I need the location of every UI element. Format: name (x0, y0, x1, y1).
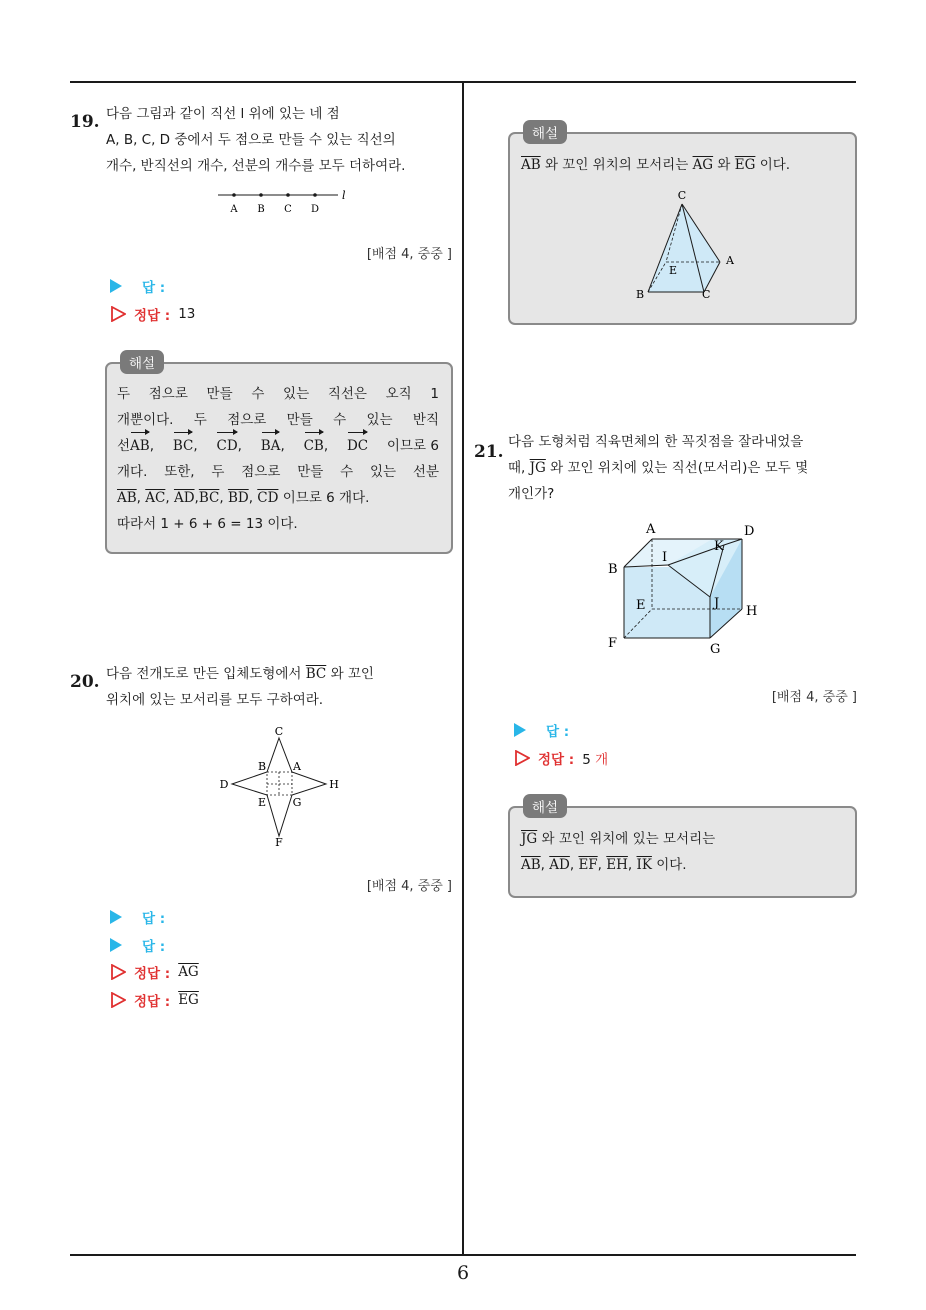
q19-correct-row (110, 304, 195, 324)
q20-score-meta: [배점 4, 중중 ] (366, 879, 452, 894)
segment-ab: $\overline{AB}$ (117, 490, 137, 506)
q20-correct-row-2 (110, 990, 199, 1010)
q20-pyr-label-e: E (669, 264, 678, 277)
q20-correct-value-1: $\overline{AG}$ (178, 964, 199, 980)
play-outline-icon (514, 750, 530, 766)
q21-sol-line-2: $\overline{AB}$, $\overline{AD}$, $\overline{EF}$, $\overline{EH}$, $\overline{IK}$ 이다. (521, 857, 687, 873)
q20-sol-mid-2: 와 (717, 157, 731, 173)
answer-label: 답 : (142, 939, 166, 955)
segment-bc: $\overline{BC}$ (198, 490, 220, 506)
play-outline-icon (110, 992, 126, 1008)
answer-label: 답 : (546, 724, 570, 740)
q19-sol-line5-suffix: 이므로 6 개다. (282, 490, 370, 506)
q20-segment-bc: $\overline{BC}$ (305, 666, 327, 682)
q21-label-a: A (646, 522, 656, 537)
correct-label: 정답 : (538, 752, 575, 768)
q21-label-k: K (714, 539, 724, 554)
q19-solution-tag: 해설 (120, 350, 164, 374)
q20-sol-mid-1: 와 꼬인 위치의 모서리는 (544, 157, 689, 173)
q19-text-line-1: 다음 그림과 같이 직선 l 위에 있는 네 점 (106, 106, 340, 122)
q21-segment-jg: $\overline{JG}$ (529, 460, 546, 476)
q21-label-i: I (662, 550, 668, 565)
q20-answer-row-2 (110, 935, 165, 955)
q19-sol-line-5: $\overline{AB}$, $\overline{AC}$, $\overline{AD},\overline{BC}$, $\overline{BD}$, $\overline{CD}$ 이므로 6 개다. (117, 490, 370, 506)
correct-label: 정답 : (134, 966, 171, 982)
play-icon (110, 938, 122, 952)
ray-dc: DC (347, 433, 368, 459)
q20-pyr-label-c2: C (702, 288, 711, 301)
q21-sol-seg-ik: $\overline{IK}$ (636, 857, 652, 873)
q20-label-h: H (329, 778, 339, 791)
q20-pyr-label-c: C (677, 189, 687, 202)
q20-text-line-2: 위치에 있는 모서리를 모두 구하여라. (106, 692, 324, 708)
play-icon (514, 723, 526, 737)
q21-text-line-2 (508, 455, 858, 481)
q20-label-f: F (275, 836, 283, 849)
q19-sol-line-2: 개뿐이다. 두 점으로 만들 수 있는 반직 (117, 412, 439, 428)
q21-score-meta: [배점 4, 중중 ] (771, 690, 857, 705)
q20-pyr-label-a: A (726, 254, 734, 267)
segment-bd: $\overline{BD}$ (227, 490, 249, 506)
q20-answer-row-1 (110, 907, 165, 927)
segment-cd: $\overline{CD}$ (257, 490, 279, 506)
q19-solution-text (117, 381, 439, 537)
q21-label-f: F (608, 636, 618, 651)
q19-sol-line3-prefix: 선 (117, 438, 131, 454)
q19-number: 19. (70, 112, 100, 132)
q21-label-h: H (746, 604, 758, 619)
q20-pyramid-figure (628, 186, 740, 302)
q21-label-g: G (710, 642, 721, 657)
q21-number: 21. (474, 442, 504, 462)
answer-label: 답 : (142, 280, 166, 296)
q21-text-suffix: 와 꼬인 위치에 있는 직선(모서리)은 모두 몇 (550, 460, 809, 476)
q19-answer-row (110, 276, 165, 296)
q20-label-d: D (219, 778, 229, 791)
q20-correct-row-1 (110, 962, 199, 982)
q20-net-figure (212, 722, 347, 850)
q19-sol-line-6: 따라서 1 + 6 + 6 = 13 이다. (117, 516, 298, 532)
q21-answer-row (514, 720, 569, 740)
q21-label-j: J (714, 596, 720, 611)
q20-text-suffix: 와 꼬인 (330, 666, 374, 682)
q21-correct-row (514, 748, 608, 768)
page-number: 6 (456, 1262, 470, 1284)
q19-sol-line-4: 개다. 또한, 두 점으로 만들 수 있는 선분 (117, 464, 439, 480)
q19-line-label: l (342, 189, 346, 202)
q19-sol-line-3: 선AB, BC, CD, BA, CB, DC 이므로 6 (117, 433, 439, 459)
answer-label: 답 : (142, 911, 166, 927)
q20-label-g: G (292, 796, 302, 809)
q21-correct-value (582, 748, 608, 768)
q21-sol-seg-ab: $\overline{AB}$ (521, 857, 541, 873)
q20-correct-value-2: $\overline{EG}$ (178, 992, 199, 1008)
q20-sol-end: 이다. (759, 157, 791, 173)
q21-correct-unit: 개 (595, 752, 609, 768)
q19-sol-line-1: 두 점으로 만들 수 있는 직선은 오직 1 (117, 386, 439, 402)
q19-score-meta: [배점 4, 중중 ] (366, 247, 452, 262)
q20-sol-seg-ag: $\overline{AG}$ (692, 157, 714, 173)
q20-text-prefix: 다음 전개도로 만든 입체도형에서 (106, 666, 302, 682)
ray-bc: BC (173, 433, 194, 459)
play-icon (110, 279, 122, 293)
q20-label-a: A (293, 760, 301, 773)
q20-sol-seg-ab: $\overline{AB}$ (521, 157, 541, 173)
q21-sol-seg-jg: $\overline{JG}$ (521, 831, 538, 847)
q19-point-b: B (257, 204, 265, 215)
correct-label: 정답 : (134, 308, 171, 324)
q21-text-line-3: 개인가? (508, 486, 555, 502)
q19-point-c: C (284, 204, 292, 215)
q19-text-line-2: A, B, C, D 중에서 두 점으로 만들 수 있는 직선의 (106, 132, 396, 148)
q19-sol-line3-suffix: 이므로 6 (386, 438, 439, 454)
q20-text (106, 661, 451, 713)
q19-text-line-3: 개수, 반직선의 개수, 선분의 개수를 모두 더하여라. (106, 158, 406, 174)
q21-sol-seg-eh: $\overline{EH}$ (606, 857, 628, 873)
ray-cb: CB (304, 433, 324, 459)
correct-label: 정답 : (134, 994, 171, 1010)
segment-ac: $\overline{AC}$ (145, 490, 166, 506)
q21-text (508, 429, 858, 507)
ray-ba: BA (261, 433, 281, 459)
play-outline-icon (110, 306, 126, 322)
q21-sol-line2-suffix: 이다. (656, 857, 687, 873)
play-outline-icon (110, 964, 126, 980)
segment-ad: $\overline{AD}$ (173, 490, 195, 506)
q20-solution-text (521, 152, 841, 178)
q19-correct-value: 13 (178, 306, 196, 322)
q20-text-line-1 (106, 661, 451, 687)
q21-solution-tag: 해설 (523, 794, 567, 818)
q21-correct-number: 5 (582, 752, 591, 768)
q19-point-d: D (310, 204, 320, 215)
column-divider (462, 82, 464, 1256)
q21-sol-seg-ad: $\overline{AD}$ (549, 857, 570, 873)
q21-label-b: B (608, 562, 618, 577)
q19-text (106, 101, 451, 179)
q21-text-line-1: 다음 도형처럼 직육면체의 한 꼭짓점을 잘라내었을 (508, 434, 804, 450)
ray-ab: AB (130, 433, 150, 459)
bottom-rule (70, 1254, 856, 1256)
q20-label-c: C (274, 725, 284, 738)
q20-pyr-label-b: B (636, 288, 645, 301)
q20-solution-tag: 해설 (523, 120, 567, 144)
q21-solution-text (521, 826, 841, 878)
q21-sol-line-1 (521, 826, 841, 852)
q21-sol-line1-suffix: 와 꼬인 위치에 있는 모서리는 (541, 831, 716, 847)
q21-label-e: E (636, 598, 646, 613)
q21-text-prefix: 때, (508, 460, 526, 476)
q20-label-e: E (257, 796, 267, 809)
q19-point-a: A (230, 204, 238, 215)
play-icon (110, 910, 122, 924)
q20-sol-seg-eg: $\overline{EG}$ (734, 157, 756, 173)
q21-label-d: D (744, 524, 755, 539)
q19-line-figure (210, 185, 350, 217)
q21-cuboid-figure (600, 515, 770, 660)
ray-cd: CD (216, 433, 237, 459)
q20-number: 20. (70, 672, 100, 692)
q21-sol-seg-ef: $\overline{EF}$ (578, 857, 598, 873)
q20-label-b: B (257, 760, 267, 773)
